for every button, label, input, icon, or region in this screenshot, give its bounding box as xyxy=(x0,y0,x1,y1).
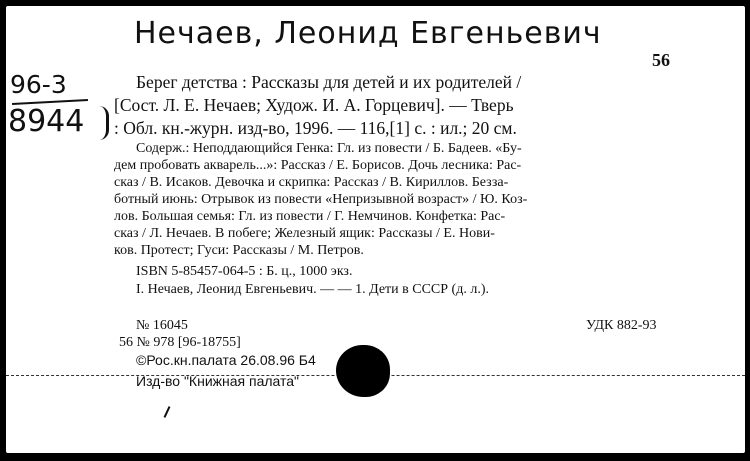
contents-line-5: лов. Большая семья: Гл. из повести / Г. Немчинов. Конфетка: Рас- xyxy=(114,209,506,224)
title-line-2: [Сост. Л. Е. Нечаев; Худож. И. А. Горцевич]. — Тверь xyxy=(114,95,514,115)
ink-blot xyxy=(336,345,390,397)
tracing-line: I. Нечаев, Леонид Евгеньевич. — — 1. Дети в СССР (д. л.). xyxy=(136,282,489,297)
pen-mark xyxy=(164,406,171,418)
handwritten-shelf-mark-bottom: 8944 xyxy=(8,104,85,139)
handwritten-author-name: Нечаев, Леонид Евгеньевич xyxy=(134,16,602,51)
contents-line-2: дем пробовать акварель...»: Рассказ / Е. Борисов. Дочь лесника: Рас- xyxy=(114,158,522,173)
title-line-3: : Обл. кн.-журн. изд-во, 1996. — 116,[1] с. : ил.; 20 см. xyxy=(114,118,517,138)
contents-line-1: Содерж.: Неподдающийся Генка: Гл. из повести / Б. Бадеев. «Бу- xyxy=(136,141,522,156)
handwritten-bracket xyxy=(96,106,109,140)
title-line-1: Берег детства : Рассказы для детей и их родителей / xyxy=(136,72,522,92)
catalog-card xyxy=(6,6,745,453)
udk-code: УДК 882-93 xyxy=(586,318,657,333)
handwritten-shelf-mark-top: 96-3 xyxy=(10,70,67,99)
publisher-stamp-line: Изд-во "Книжная палата" xyxy=(136,373,300,389)
isbn-line: ISBN 5-85457-064-5 : Б. ц., 1000 экз. xyxy=(136,264,353,279)
contents-line-6: сказ / Л. Нечаев. В побеге; Железный ящик: Рассказы / Е. Нови- xyxy=(114,226,495,241)
contents-line-4: ботный июнь: Отрывок из повести «Непризывной возраст» / Ю. Коз- xyxy=(114,192,528,207)
record-number-2: 56 № 978 [96-18755] xyxy=(119,335,241,350)
chamber-stamp-line: ©Рос.кн.палата 26.08.96 Б4 xyxy=(136,352,316,368)
record-number: № 16045 xyxy=(136,318,188,333)
card-number: 56 xyxy=(652,50,670,70)
contents-line-7: ков. Протест; Гуси: Рассказы / М. Петров. xyxy=(114,243,364,258)
contents-line-3: сказ / В. Исаков. Девочка и скрипка: Рассказ / В. Кириллов. Безза- xyxy=(114,175,509,190)
